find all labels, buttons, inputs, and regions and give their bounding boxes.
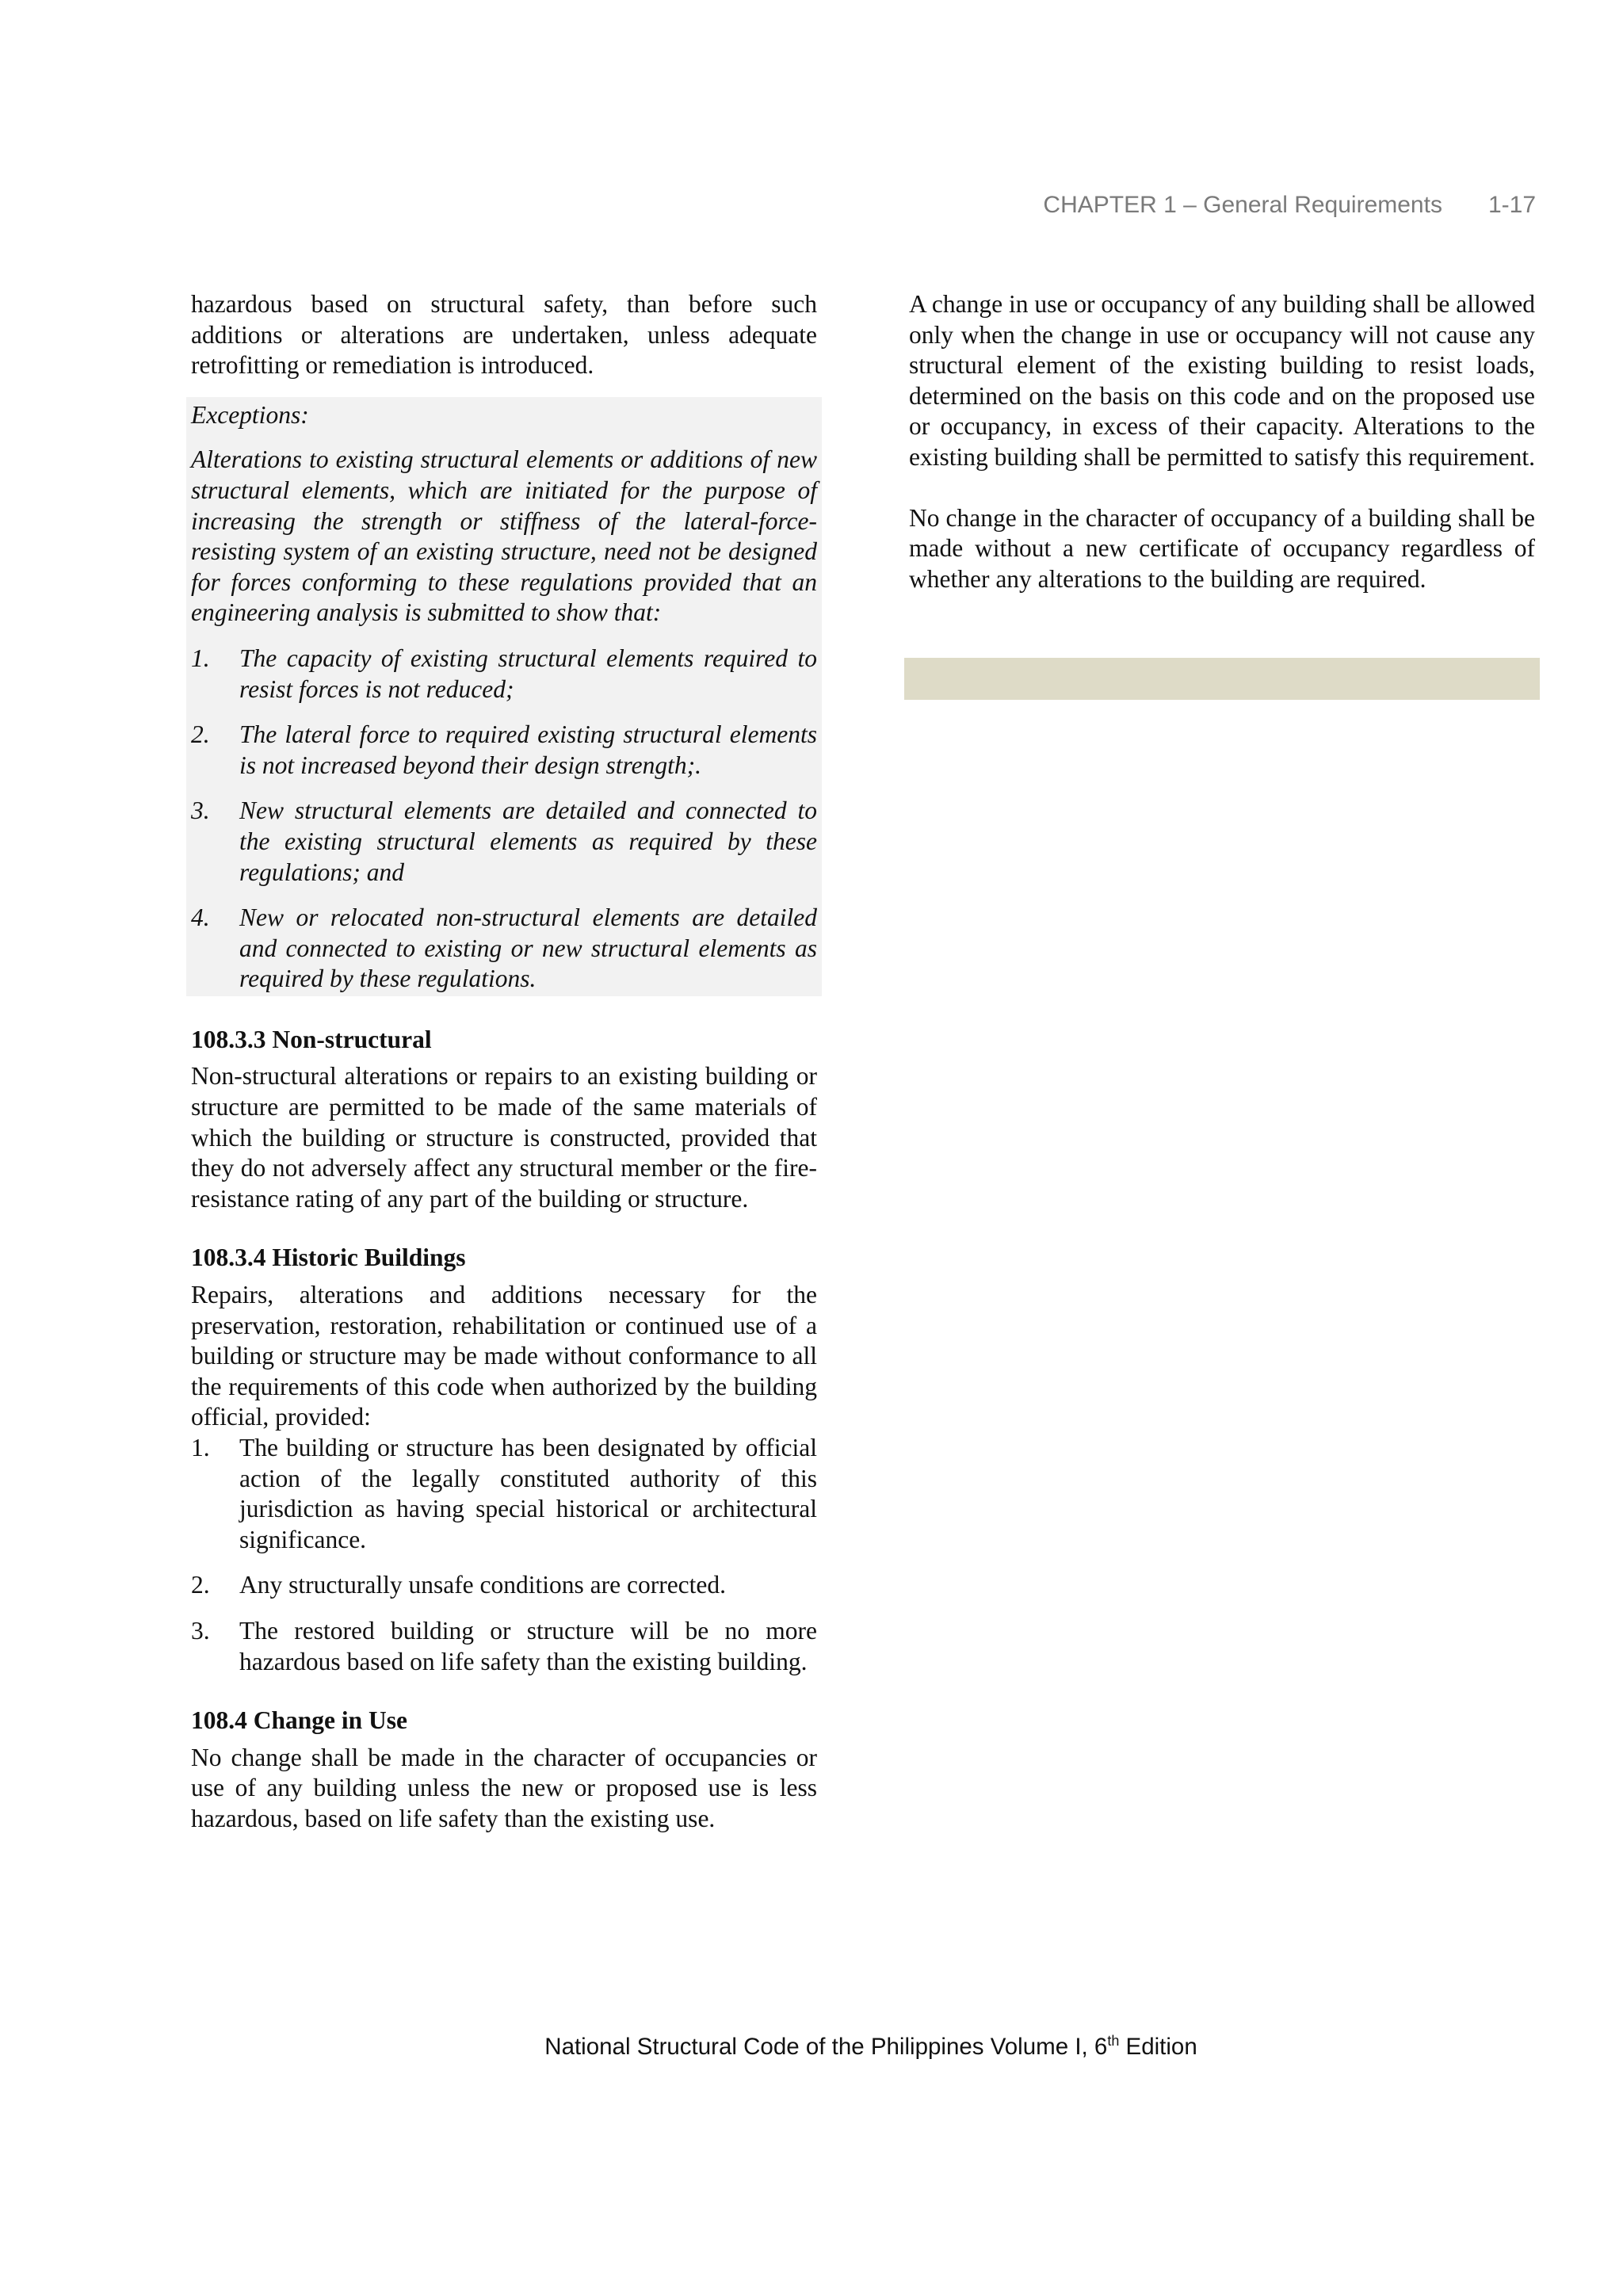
highlight-bar: [904, 658, 1540, 700]
exceptions-body: Alterations to existing structural elements or additions of new structural elements, which are initiated for the purpose of increasing the strength or stiffness of the lateral-force-resisting system of an existing structure, need not be designed for forces conforming to these regulations provided that an engineering analysis is submitted to show that:: [191, 445, 817, 627]
list-item-text: The building or structure has been designated by official action of the legally constituted authority of this jurisdiction as having special historical or architectural significance.: [239, 1434, 817, 1553]
list-item-text: New structural elements are detailed and connected to the existing structural elements as required by these regulations; and: [239, 797, 817, 886]
running-header: [1043, 192, 1536, 219]
section-body-nonstructural: Non-structural alterations or repairs to an existing building or structure are permitted to be made of the same materials of which the building or structure is constructed, provided that they do not adversely affect any structural member or the fire-resistance rating of any part of the building or structure.: [191, 1062, 817, 1213]
footer-text-end: Edition: [1119, 2033, 1197, 2060]
footer-superscript: th: [1107, 2033, 1120, 2049]
left-column: [191, 289, 817, 1835]
list-item: [191, 644, 817, 705]
list-item: [191, 1570, 817, 1601]
list-item-number: 3.: [191, 1616, 210, 1645]
exceptions-list: [191, 644, 817, 995]
exceptions-title: Exceptions:: [191, 400, 309, 429]
list-item: [191, 1616, 817, 1677]
page-number: 1-17: [1487, 192, 1536, 218]
right-column: [909, 289, 1535, 594]
section-heading-change-in-use: 108.4 Change in Use: [191, 1706, 408, 1735]
list-item-number: 1.: [191, 644, 210, 672]
list-item-number: 2.: [191, 720, 210, 749]
section-body-historic: Repairs, alterations and additions necessary for the preservation, restoration, rehabilitation or continued use of a building or structure may be made without conformance to all the requirements of this code when authorized by the building official, provided:: [191, 1281, 817, 1431]
list-item-number: 4.: [191, 904, 210, 932]
exceptions-box: [186, 397, 822, 996]
section-heading-nonstructural: 108.3.3 Non-structural: [191, 1025, 432, 1053]
list-item: [191, 720, 817, 781]
list-item: [191, 1433, 817, 1555]
section-heading-historic: 108.3.4 Historic Buildings: [191, 1244, 466, 1272]
footer-text: National Structural Code of the Philippines Volume I, 6: [544, 2033, 1108, 2060]
intro-paragraph: hazardous based on structural safety, than before such additions or alterations are undertaken, unless adequate retrofitting or remediation is introduced.: [191, 290, 817, 380]
list-item-text: The restored building or structure will be no more hazardous based on life safety than the existing building.: [239, 1616, 817, 1675]
right-paragraph-2: No change in the character of occupancy of a building shall be made without a new certificate of occupancy regardless of whether any alterations to the building are required.: [909, 503, 1535, 593]
list-item-number: 3.: [191, 797, 210, 825]
list-item: [191, 796, 817, 888]
list-item-text: The lateral force to required existing structural elements is not increased beyond their design strength;.: [239, 720, 817, 779]
chapter-title: CHAPTER 1 – General Requirements: [1043, 192, 1442, 218]
list-item-text: Any structurally unsafe conditions are corrected.: [239, 1571, 727, 1599]
list-item-text: The capacity of existing structural elements required to resist forces is not reduced;: [239, 644, 817, 703]
section-body-change-in-use: No change shall be made in the character of occupancies or use of any building unless the new or proposed use is less hazardous, based on life safety than the existing use.: [191, 1743, 817, 1832]
page-footer: [0, 2033, 1623, 2061]
right-paragraph-1: A change in use or occupancy of any building shall be allowed only when the change in use or occupancy will not cause any structural element of the existing building to resist loads, determined on the basis on this code and on the proposed use or occupancy, in excess of their capacity. Alterations to the existing building shall be permitted to satisfy this requirement.: [909, 290, 1535, 471]
list-item-number: 2.: [191, 1571, 210, 1599]
list-item: [191, 903, 817, 995]
historic-list: [191, 1433, 817, 1677]
list-item-number: 1.: [191, 1434, 210, 1461]
list-item-text: New or relocated non-structural elements are detailed and connected to existing or new structural elements as required by these regulations.: [239, 904, 817, 993]
